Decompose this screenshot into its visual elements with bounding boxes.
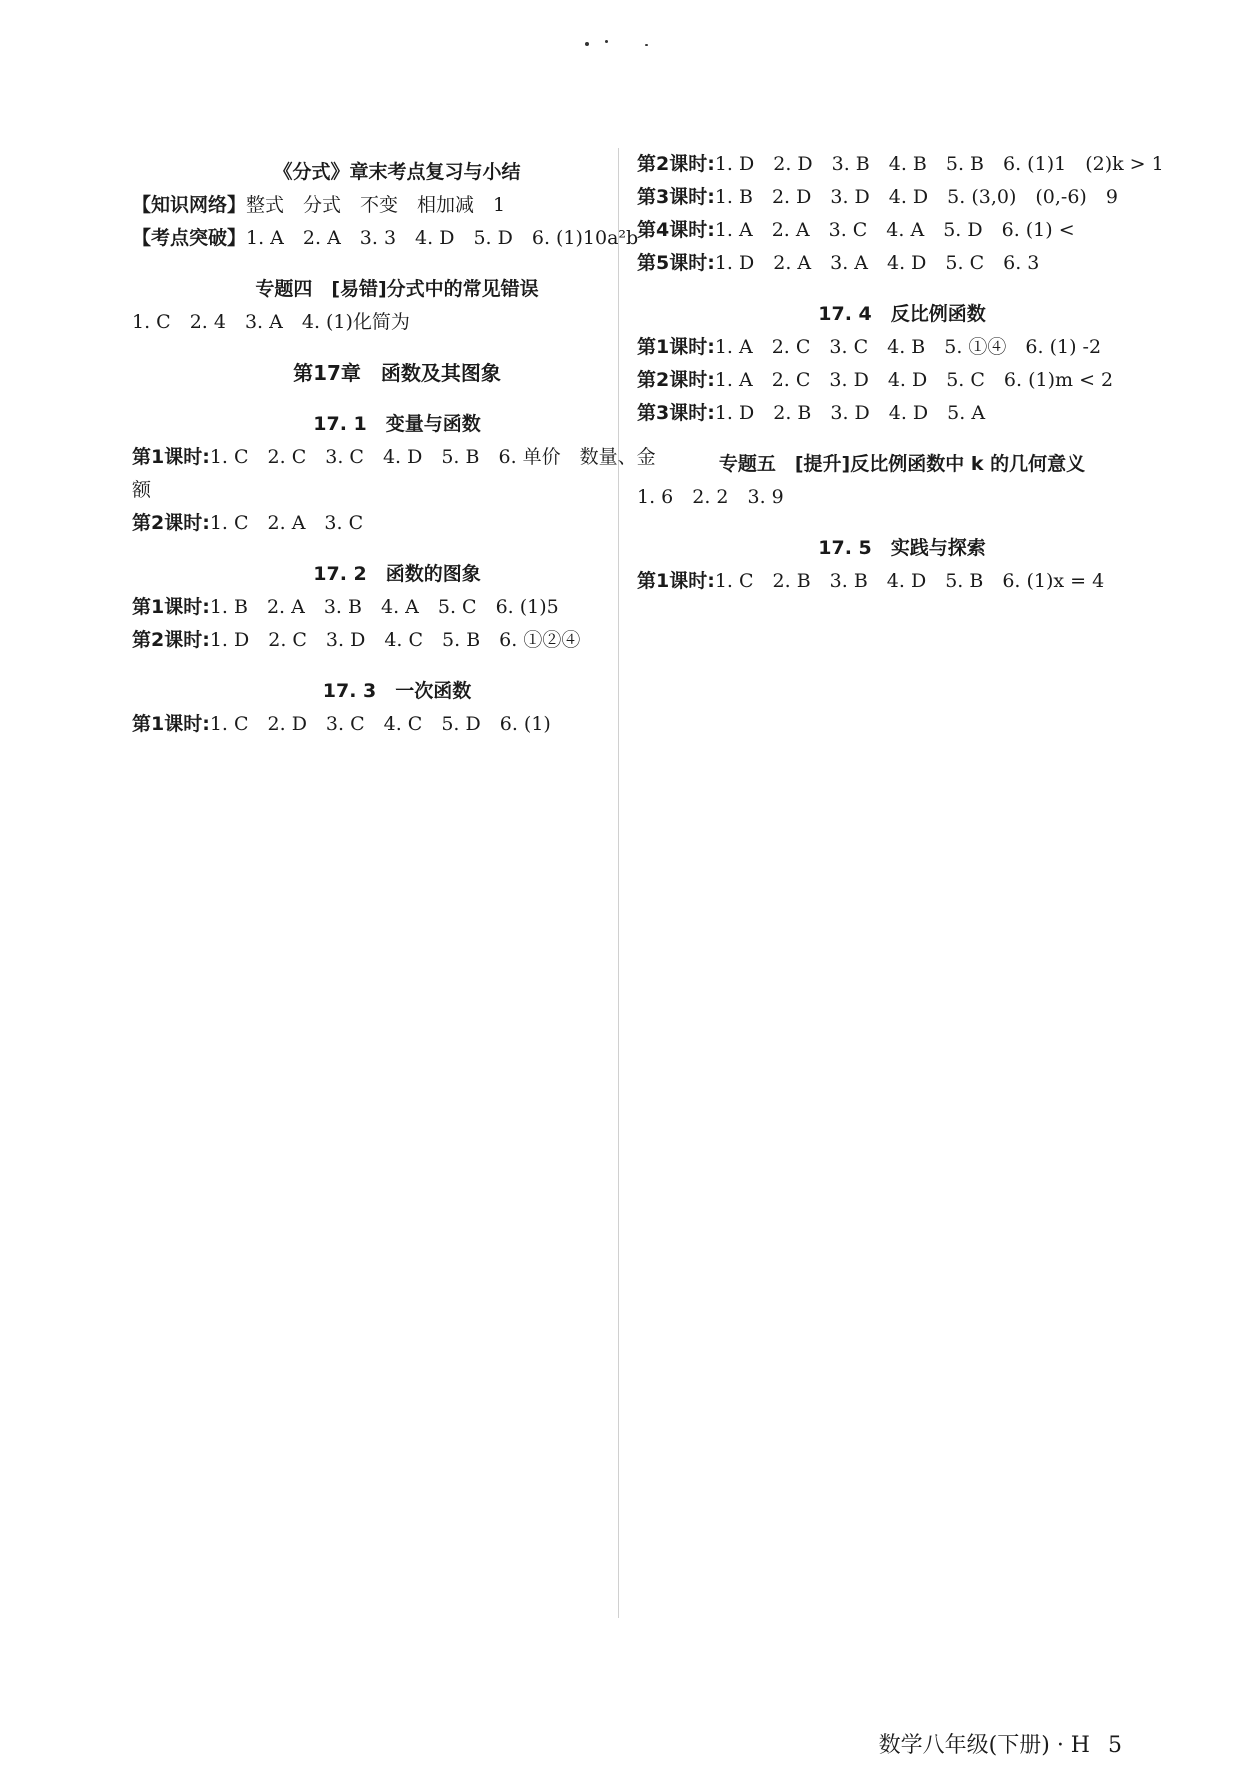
answer-text: 1. A 2. C 3. C 4. B 5. ①④ 6. (1) -2 bbox=[714, 336, 1102, 358]
lesson-label: 第5课时: bbox=[637, 252, 715, 274]
lesson-label: 第1课时: bbox=[132, 713, 210, 735]
answer-text: 整式 分式 不变 相加减 1 bbox=[246, 194, 506, 216]
section-gap bbox=[637, 514, 1167, 524]
section-gap bbox=[132, 390, 662, 400]
section-title: 专题五 [提升]反比例函数中 k 的几何意义 bbox=[718, 453, 1086, 475]
answer-text: 1. B 2. D 3. D 4. D 5. (3,0) (0,-6) 9 bbox=[714, 186, 1118, 208]
answer-line bbox=[132, 189, 662, 222]
answer-text: 1. A 2. A 3. 3 4. D 5. D 6. (1)10a²b bbox=[246, 227, 639, 249]
right-column bbox=[637, 148, 1167, 608]
answer-line bbox=[132, 441, 662, 507]
lesson-label: 【知识网络】 bbox=[132, 194, 247, 216]
answer-text: 1. A 2. A 3. C 4. A 5. D 6. (1) < bbox=[714, 219, 1075, 241]
lesson-label: 第3课时: bbox=[637, 402, 715, 424]
answer-text: 1. D 2. D 3. B 4. B 5. B 6. (1)1 (2)k > 1 bbox=[714, 153, 1164, 175]
print-specks bbox=[575, 38, 695, 52]
section-title: 17. 2 函数的图象 bbox=[313, 563, 481, 585]
lesson-label: 第4课时: bbox=[637, 219, 715, 241]
lesson-label: 第2课时: bbox=[637, 369, 715, 391]
lesson-label: 第2课时: bbox=[132, 512, 210, 534]
lesson-label: 第1课时: bbox=[132, 446, 210, 468]
lesson-label: 【考点突破】 bbox=[132, 227, 247, 249]
answer-line bbox=[637, 364, 1167, 397]
section-gap bbox=[132, 540, 662, 550]
answer-line bbox=[132, 507, 662, 540]
section-gap bbox=[637, 430, 1167, 440]
speck bbox=[605, 40, 608, 43]
lesson-label: 第2课时: bbox=[132, 629, 210, 651]
answer-text: 1. C 2. A 3. C bbox=[209, 512, 364, 534]
answer-line bbox=[637, 565, 1167, 598]
lesson-label: 第3课时: bbox=[637, 186, 715, 208]
answer-line bbox=[132, 306, 662, 339]
section-title: 17. 1 变量与函数 bbox=[313, 413, 481, 435]
section-title: 第17章 函数及其图象 bbox=[293, 361, 501, 385]
answer-line bbox=[637, 214, 1167, 247]
answer-text: 1. 6 2. 2 3. 9 bbox=[637, 486, 784, 508]
left-column bbox=[132, 148, 662, 751]
answer-text: 1. C 2. B 3. B 4. D 5. B 6. (1)x = 4 bbox=[714, 570, 1105, 592]
section-title: 专题四 [易错]分式中的常见错误 bbox=[255, 278, 539, 300]
lesson-label: 第1课时: bbox=[132, 596, 210, 618]
page-number: 5 bbox=[1108, 1733, 1122, 1758]
section-gap bbox=[637, 280, 1167, 290]
answer-text: 1. C 2. C 3. C 4. D 5. B 6. 单价 数量、金额 bbox=[132, 446, 656, 501]
answer-line bbox=[637, 397, 1167, 430]
answer-line bbox=[637, 181, 1167, 214]
answer-text: 1. A 2. C 3. D 4. D 5. C 6. (1)m < 2 bbox=[714, 369, 1114, 391]
speck bbox=[645, 44, 648, 46]
section-gap bbox=[637, 598, 1167, 608]
answer-line bbox=[132, 591, 662, 624]
lesson-label: 第1课时: bbox=[637, 336, 715, 358]
section-gap bbox=[132, 339, 662, 349]
answer-line bbox=[637, 481, 1167, 514]
section-gap bbox=[132, 255, 662, 265]
answer-text: 1. D 2. C 3. D 4. C 5. B 6. ①②④ bbox=[209, 629, 581, 651]
answer-line bbox=[132, 624, 662, 657]
answer-text: 1. C 2. 4 3. A 4. (1)化简为 bbox=[132, 311, 410, 333]
answer-line bbox=[637, 331, 1167, 364]
section-gap bbox=[132, 657, 662, 667]
page-footer bbox=[879, 1728, 1122, 1759]
section-title: 17. 3 一次函数 bbox=[322, 680, 472, 702]
lesson-label: 第1课时: bbox=[637, 570, 715, 592]
section-title: 《分式》章末考点复习与小结 bbox=[273, 161, 521, 183]
answer-line bbox=[132, 708, 662, 741]
footer-book-title: 数学八年级(下册) · H bbox=[878, 1733, 1090, 1758]
answer-line bbox=[637, 247, 1167, 280]
answer-text: 1. D 2. A 3. A 4. D 5. C 6. 3 bbox=[714, 252, 1040, 274]
answer-line bbox=[637, 148, 1167, 181]
lesson-label: 第2课时: bbox=[637, 153, 715, 175]
answer-line bbox=[132, 222, 662, 255]
speck bbox=[585, 42, 589, 46]
section-title: 17. 4 反比例函数 bbox=[818, 303, 986, 325]
section-gap bbox=[132, 741, 662, 751]
section-title: 17. 5 实践与探索 bbox=[818, 537, 986, 559]
answer-text: 1. C 2. D 3. C 4. C 5. D 6. (1) bbox=[209, 713, 551, 735]
answer-text: 1. B 2. A 3. B 4. A 5. C 6. (1)5 bbox=[209, 596, 559, 618]
answer-text: 1. D 2. B 3. D 4. D 5. A bbox=[714, 402, 986, 424]
